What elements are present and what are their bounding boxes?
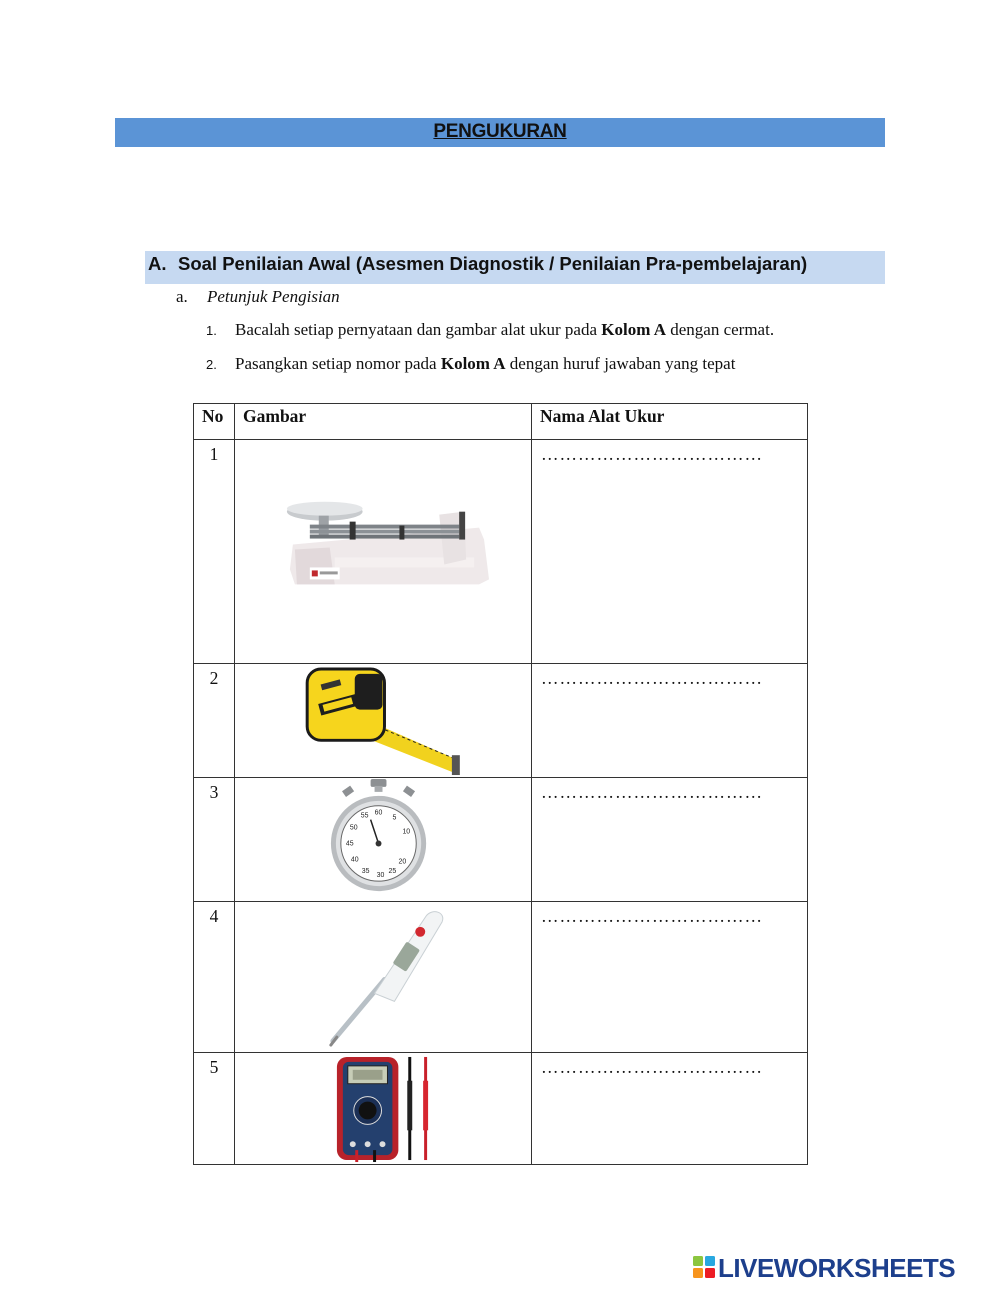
dial-number-10: 10 [402,828,411,836]
subsection-title: Petunjuk Pengisian [207,287,340,306]
liveworksheets-logo-icon [693,1256,715,1278]
instruction-number: 1. [206,323,217,338]
image-cell [235,1053,532,1165]
instruction-text: Pasangkan setiap nomor pada [235,354,441,373]
answer-blank[interactable]: ……………………………… [532,664,808,778]
table-header-row [194,404,808,440]
instruction-number: 2. [206,357,217,372]
section-heading [145,251,885,284]
dial-number-60: 60 [374,809,383,817]
triple-beam-balance-image [235,440,531,663]
instruction-text-end: dengan huruf jawaban yang tepat [505,354,736,373]
image-cell [235,440,532,664]
subsection-mark: a. [176,287,188,306]
answer-blank[interactable]: ……………………………… [532,440,808,664]
row-number: 2 [194,664,235,778]
liveworksheets-brand: LIVEWORKSHEETS [718,1253,956,1283]
subsection-heading [176,285,340,309]
instruction-bold: Kolom A [601,320,666,339]
table-row [194,1053,808,1165]
image-cell [235,664,532,778]
answer-blank[interactable]: ……………………………… [532,778,808,902]
dial-number-50: 50 [349,824,358,832]
instruction-text: Bacalah setiap pernyataan dan gambar alat ukur pada [235,320,602,339]
page-title: PENGUKURAN [433,121,567,142]
dial-number-20: 20 [398,858,407,866]
header-no: No [194,404,235,440]
measuring-tape-image [235,664,531,777]
stopwatch-image [235,778,531,901]
multimeter-image [235,1053,531,1164]
row-number: 5 [194,1053,235,1165]
image-cell [235,902,532,1053]
table-row [194,902,808,1053]
dial-number-55: 55 [360,812,369,820]
instruction-text-end: dengan cermat. [665,320,775,339]
table-row [194,440,808,664]
dial-number-30: 30 [376,872,385,880]
row-number: 1 [194,440,235,664]
table-row [194,778,808,902]
dial-number-5: 5 [392,814,397,822]
liveworksheets-logo[interactable] [693,1253,993,1287]
header-gambar: Gambar [235,404,532,440]
answer-blank[interactable]: ……………………………… [532,1053,808,1165]
dial-number-45: 45 [345,840,354,848]
section-title: Soal Penilaian Awal (Asesmen Diagnostik / Penilaian Pra-pembelajaran) [178,253,808,274]
instruction-2 [206,352,735,377]
row-number: 4 [194,902,235,1053]
digital-thermometer-image [235,902,531,1052]
header-nama-alat-ukur: Nama Alat Ukur [532,404,808,440]
answer-blank[interactable]: ……………………………… [532,902,808,1053]
instruction-1 [206,318,774,343]
dial-number-40: 40 [350,856,359,864]
table-row [194,664,808,778]
title-bar [115,118,885,147]
section-letter: A. [148,253,167,274]
image-cell [235,778,532,902]
dial-number-35: 35 [361,868,370,876]
answer-table [193,403,808,1165]
row-number: 3 [194,778,235,902]
instruction-bold: Kolom A [440,354,506,373]
dial-number-25: 25 [388,868,397,876]
